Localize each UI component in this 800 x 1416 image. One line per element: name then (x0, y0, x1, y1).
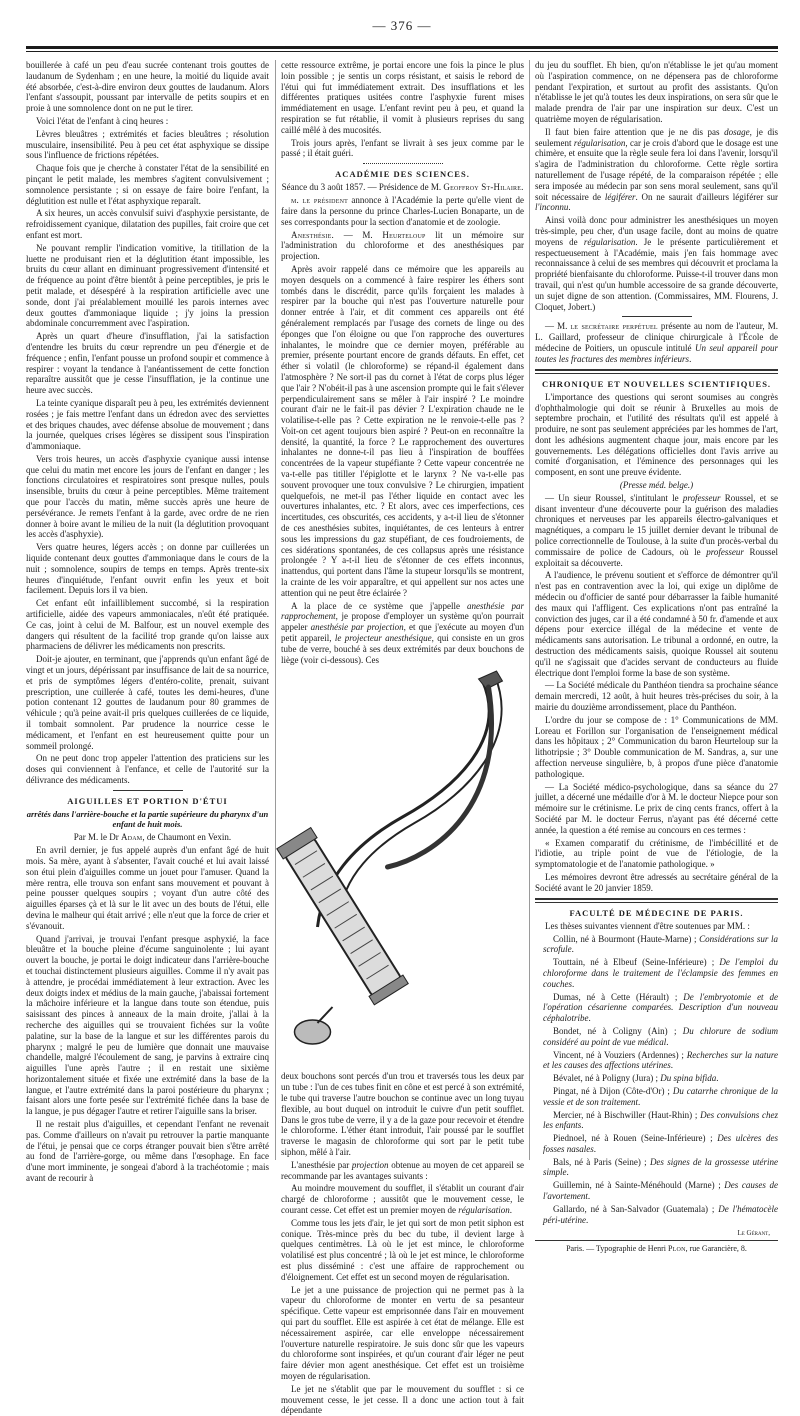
projector-flexible-tube (388, 687, 492, 867)
italic-text-run: régularisation (583, 236, 636, 247)
page-number: — 376 — (372, 18, 432, 33)
small-caps-text-run: m. le président (291, 195, 348, 206)
column-middle (281, 60, 524, 1416)
thesis-entry (535, 1050, 778, 1072)
text-run: . (572, 978, 575, 989)
text-run: — M. (545, 321, 571, 332)
thesis-entry (535, 957, 778, 989)
text-run: . (689, 353, 692, 364)
text-run: Vers trois heures, un accès d'asphyxie cyanique aussi intense que celui du matin met encore les jours de l'enfant en danger ; les fonctions circulatoires et respiratoires sont presque nulles, pouls insensible, bruits du cœur à peine perceptibles. Même traitement que pour l'accès du matin, même succès après une heure de persévérance. Je remets l'enfant à la garde, avec ordre de ne rien donner à boire avant le milieu de la nuit (la déglutition provoquant les accès d'asphyxie). (26, 453, 269, 540)
body-paragraph (535, 215, 778, 312)
body-paragraph (535, 782, 778, 836)
text-run: Pingat, né à Dijon (Côte-d'Or) ; (553, 1085, 673, 1096)
body-paragraph (281, 1218, 524, 1283)
text-run: cette ressource extrême, je portai encore une fois la pince le plus loin possible ; je sentis un corps résistant, et saisis le rebord de l'étui qui fut immédiatement extrait. Des insufflations et les différentes pratiques usitées contre l'asphyxie furent mises immédiatement en usage. L'enfant revint peu à peu, et quand la respiration se fut rétablie, il vomit à plusieurs reprises du sang caillé mêlé à des mucosités. (281, 60, 524, 135)
text-run: Voici l'état de l'enfant à cinq heures : (36, 115, 169, 126)
body-paragraph (281, 1285, 524, 1382)
small-caps-text-run: Heurteloup (382, 229, 426, 240)
body-paragraph (535, 127, 778, 213)
text-run: annonce à l'Académie la perte qu'elle vient de faire dans la personne du prince Charles-Lucien Bonaparte, un de ses correspondants pour la section d'anatomie et de zoologie. (281, 195, 524, 227)
text-run: Séance du 3 août 1857. — Présidence de M. (281, 182, 444, 193)
thesis-entry (535, 1086, 778, 1108)
text-run: L'anesthésie par (291, 1159, 352, 1170)
italic-text-run: Des ulcères des fosses nasales (543, 1133, 778, 1154)
text-run: Roussel, et se disant inventeur d'une découverte pour la guérison des maladies chroniques et nerveuses par les appareils électro-galvaniques et magnétiques, a comparu le 15 juillet dernier devant le tribunal de police correctionnelle de Toulouse, à la suite d'un procès-verbal du commissaire de police de Cadours, où le (535, 492, 778, 557)
thesis-entry (535, 1073, 778, 1084)
text-run: Comme tous les jets d'air, le jet qui sort de mon petit siphon est conique. Très-mince près du bec du tube, il devient large à quelques centimètres. Là où le jet est mince, le chloroforme volatilisé est plus concentré ; là où le jet est mince, le chloroforme est plus disséminé : c'est une affaire de rapprochement ou d'éloignement. Cet effet est un second moyen de régularisation. (281, 1217, 524, 1282)
text-run: , rue Garancière, 8. (685, 1243, 747, 1253)
text-run: Guillemin, né à Sainte-Ménéhould (Marne) ; (553, 1180, 725, 1191)
author-byline (26, 832, 269, 843)
column-right (535, 60, 779, 1253)
text-run: Doit-je ajouter, en terminant, que j'apprends qu'un enfant âgé de vingt et un jours, dépérissant par insuffisance de lait de sa nourrice, et pris de symptômes légers d'entéro-colite, prenait, suivant prescription, une cuillerée à café, toutes les demi-heures, d'une potion contenant 12 gouttes de laudanum pour 80 grammes de véhicule ; qu'à peine avait-il pris quelques cuillerées de ce liquide, il tombait somnolent. Par prudence la nourrice cesse le médicament, et l'enfant en est heureusement quitte pour un sommeil prolongé. (26, 654, 269, 751)
text-run: . (566, 1167, 569, 1178)
section-divider (535, 898, 778, 903)
text-run: . (571, 944, 574, 955)
body-paragraph (281, 264, 524, 599)
italic-text-run: Des causes de l'avortement (543, 1180, 778, 1202)
italic-text-run: Du spina bifida (660, 1073, 717, 1084)
small-caps-text-run: le secrétaire perpétuel (570, 321, 658, 332)
text-run: Vincent, né à Vouziers (Ardennes) ; (553, 1049, 687, 1060)
body-paragraph (26, 331, 269, 396)
thesis-entry (535, 1133, 778, 1155)
text-run: . On ne saurait d'ailleurs légiférer sur (635, 191, 778, 202)
text-run: — Un sieur Roussel, s'intitulant le (545, 492, 683, 503)
text-run: Gallardo, né à San-Salvador (Guatemala) ; (553, 1203, 719, 1214)
column-left (26, 60, 269, 1184)
small-caps-text-run: Adam (121, 832, 143, 843)
section-divider (363, 163, 443, 164)
italic-text-run: anesthésie par rapprochement (281, 600, 524, 622)
text-run: A l'audience, le prévenu soutient et s'efforce de démontrer qu'il n'est pas en contravention avec la loi, qui exige un diplôme de médecin ou d'officier de santé pour débarrasser la faible humanité des maux qui l'affligent. Ces explications n'ont pas entraîné la conviction des juges, car il a été condamné à 50 fr. d'amende et aux dépens pour exercice illégal de la médecine et vente de médicaments sans autorisation. Le tribunal a ordonné, en outre, la destruction des médicaments saisis, quoique Roussel ait soutenu qu'il ne s'agissait que d'acides servant de conducteurs au fluide électrique dont l'emploi forme la base de son système. (535, 570, 778, 678)
body-paragraph (535, 60, 778, 125)
body-paragraph (281, 1071, 524, 1157)
text-run: En avril dernier, je fus appelé auprès d'un enfant âgé de huit mois. Sa mère, ayant à s'absenter, l'avait couché et lui avait laissé son étui plein d'aiguilles comme un jouet pour l'amuser. Quand la mère rentra, elle trouva son enfant sans mouvement et pouvant à peine pousser quelques soupirs ; voyant d'un autre côté des aiguilles éparses çà et là sur le lit avec un des bouts de l'étui, elle devina le malheur qui était arrivé ; elle n'eut que la force de crier et s'évanouit. (26, 845, 269, 931)
section-subheading: arrêtés dans l'arrière-bouche et la partie supérieure du pharynx d'un enfant de huit mois. (26, 808, 269, 830)
text-run: , qui consiste en un gros tube de verre, bouché à ses deux extrémités par deux bouchons de liège (voir ci-dessous). Ces (281, 633, 524, 665)
body-paragraph (26, 598, 269, 652)
italic-text-run: Des convulsions chez les enfants (543, 1109, 779, 1131)
text-run: . (588, 1013, 591, 1024)
thesis-entry (535, 934, 778, 956)
body-paragraph (281, 601, 524, 666)
body-paragraph (26, 163, 269, 206)
text-run: Bévalet, né à Poligny (Jura) ; (553, 1073, 661, 1084)
text-run: bouillerée à café un peu d'eau sucrée contenant trois gouttes de laudanum de Sydenham ; en une heure, la moitié du liquide avait été absorbée, c'est-à-dire environ deux gouttes de laudanum. Alors l'enfant s'assoupit, poussant par intervalle de petits soupirs et en proie à une somnolence dont on ne put le tirer. (26, 60, 269, 114)
text-run: . (509, 1204, 513, 1215)
projector-glass-handle (277, 828, 408, 1005)
anesthesia-projector-illustration (281, 667, 524, 1067)
body-paragraph (26, 116, 269, 127)
text-run: . (637, 1096, 641, 1107)
text-run: lit un mémoire sur l'administration du chloroforme et des anesthésiques par projection. (281, 229, 524, 262)
text-run: Trois jours après, l'enfant se livrait à ses jeux comme par le passé ; il était guéri. (281, 137, 524, 159)
text-run: Touttain, né à Elbeuf (Seine-Inférieure) ; (553, 957, 720, 968)
body-paragraph (26, 934, 269, 1118)
text-run: — La Société médicale du Panthéon tiendra sa prochaine séance demain mercredi, 12 août, à huit heures très-précises du soir, à la mairie du douzième arrondissement, place du Panthéon. (535, 680, 778, 713)
body-paragraph (281, 230, 524, 262)
italic-text-run: professeur (682, 492, 721, 503)
body-paragraph (26, 398, 269, 452)
italic-text-run: Recherches sur la nature et les causes des affections utérines (543, 1049, 778, 1071)
text-run: Collin, né à Bourmont (Haute-Marne) ; (553, 933, 700, 944)
text-run: Après un quart d'heure d'insufflation, j'ai la satisfaction d'entendre les bruits du cœur reprendre un peu d'énergie et de fréquence ; enfin, l'enfant pousse un profond soupir et commence à respirer : voyant la tendance à l'anéantissement de cette fonction reparaître aussitôt que je cesse l'insufflation, je la continue une heure avec succès. (26, 331, 269, 396)
manager-signature: Le Gérant, (737, 1229, 770, 1238)
text-run: . (587, 1191, 591, 1202)
body-paragraph (281, 60, 524, 136)
section-heading: ACADÉMIE DES SCIENCES. (335, 169, 470, 180)
body-paragraph (535, 715, 778, 780)
italic-text-run: légiférer (604, 191, 636, 202)
body-paragraph (535, 838, 778, 870)
text-run: Chaque fois que je cherche à constater l'état de la sensibilité en pinçant le petit malade, les membres s'agitent convulsivement ; somnolence persistante ; si on essaye de faire boire l'enfant, la déglutition est nulle et l'état asphyxique reparaît. (26, 163, 269, 206)
body-paragraph (26, 753, 269, 785)
italic-text-run: Des signes de la grossesse utérine simple (543, 1156, 779, 1178)
text-run: . (716, 1073, 719, 1084)
printer-imprint (535, 1240, 778, 1254)
text-run: . (581, 1120, 584, 1131)
text-run: Mercier, né à Bischwiller (Haut-Rhin) ; (553, 1109, 701, 1120)
body-paragraph (26, 654, 269, 751)
body-paragraph (535, 921, 778, 932)
body-paragraph (281, 138, 524, 160)
text-run: du jeu du soufflet. Eh bien, qu'on n'établisse le jet qu'au moment où l'aspiration commence, on ne dépensera pas de chloroforme pendant l'expiration, et surtout au profit des assistants. Qu'on n'établisse le jet qu'à toutes les deux inspirations, on sera sûr que le malade prendra de l'air par une inspiration sur deux. C'est un quatrième moyen de régularisation. (535, 60, 778, 124)
body-paragraph (26, 208, 269, 240)
projector-bellows-bulb (295, 1020, 331, 1044)
italic-text-run: régularisation (458, 1204, 510, 1215)
text-run: . (670, 1060, 673, 1071)
text-run: , de Chaumont en Vexin. (142, 832, 232, 843)
section-heading: FACULTÉ DE MÉDECINE DE PARIS. (569, 907, 744, 918)
section-divider (622, 316, 692, 317)
text-run: . Je le présente particulièrement et respectueusement à l'Académie, mais j'en fais hommage avec reconnaissance à celui de ses membres qui découvrit et proclama la propriété bienfaisante du chloroforme. Puisse-t-il trouver dans mon travail, qui n'est qu'un humble accessoire de sa grande découverte, un sujet digne de son attention. (Commissaires, MM. Flourens, J. Cloquet, Jobert.) (535, 236, 778, 312)
italic-text-run: dosage (724, 126, 750, 137)
italic-text-run: professeur (706, 546, 744, 557)
section-heading: AIGUILLES ET PORTION D'ÉTUI (67, 795, 228, 806)
text-run: Lèvres bleuâtres ; extrémités et facies bleuâtres ; résolution musculaire, insensibilité. Peu à peu cet état asphyxique se dissipe sous l'influence de frictions répétées. (26, 128, 269, 161)
text-run: L'importance des questions qui seront soumises au congrès d'ophthalmologie qui doit se réunir à Bruxelles au mois de septembre prochain, et l'utilité des résultats qu'il est appelé à produire, ne sont pas seulement appréciées par les hommes de l'art, dont les adhésions augmentent chaque jour, mais encore par les gouvernements. Les délégations officielles dont l'avis arrive au comité d'organisation, et l'éminence des personnages qui les composent, en sont une preuve évidente. (535, 391, 778, 478)
text-run: Cet enfant eût infailliblement succombé, si la respiration artificielle, aidée des vapeurs ammoniacales, n'eût été pratiquée. Ce cas, joint à celui de M. Balfour, est un nouvel exemple des dangers qui résultent de la facilité trop grande qu'on laisse aux pharmaciens de délivrer les médicaments non prescrits. (26, 598, 269, 652)
italic-text-run: régularisation (573, 137, 626, 148)
body-paragraph (281, 182, 524, 193)
text-run: — M. (333, 229, 383, 240)
text-run: L'ordre du jour se compose de : 1° Communications de MM. Loreau et Forillon sur l'organisation de l'enseignement médical dans les hôpitaux ; 2° Communication du baron Heurteloup sur la lithotripsie ; 3° Double communication de M. Sandras, a, sur une affection nerveuse singulière, b, à propos d'une pièce d'anatomie pathologique. (535, 714, 778, 779)
text-run: Il ne restait plus d'aiguilles, et cependant l'enfant ne revenait pas. Comme d'ailleurs on n'avait pu retrouver la partie manquante de l'étui, je pensai que ce corps étranger pouvait bien s'être arrêté au fond de l'arrière-gorge, ou même dans l'œsophage. En face d'une mort imminente, je songeai d'abord à la trachéotomie ; mais avant de recourir à (26, 1119, 269, 1184)
header-double-rule (26, 46, 778, 52)
thesis-entry (535, 1157, 778, 1179)
column-separator (529, 60, 530, 1160)
text-run: « Examen comparatif du crétinisme, de l'imbécillité et de l'idiotie, au triple point de vue de l'étiologie, de la symptomatologie et de l'anatomie pathologique. » (535, 837, 778, 870)
text-run: Vers quatre heures, légers accès ; on donne par cuillerées un liquide contenant deux gouttes d'ammoniaque dans le cours de la nuit ; somnolence, soupirs de temps en temps. Après trente-six heures d'inquiétude, l'enfant ouvrit enfin les yeux et boit facilement. Depuis lors il va bien. (26, 542, 269, 596)
text-run: , car je crois d'abord que le dosage est une chimère, et ensuite que la règle seule fera loi dans l'avenir, lorsqu'il s'agira de l'administration du chloroforme. Cette règle sortira naturellement de l'usage répété, de la comparaison répétée ; elle sera imposée au médecin par son sens moral seulement, sans qu'il soit nécessaire de (535, 137, 778, 202)
thesis-entry (535, 1110, 778, 1132)
text-run: . (521, 182, 524, 193)
italic-text-run: (Presse méd. belge.) (619, 480, 694, 491)
page-header (26, 0, 778, 54)
text-run: Le jet a une puissance de projection qui ne permet pas à la vapeur du chloroforme de monter en vertu de sa pesanteur spécifique. Cette vapeur est emprisonnée dans l'air en mouvement qui part du soufflet. Elle est aspirée à cet état de mélange. Elle est nécessairement aspirée, car elle enveloppe nécessairement l'ouverture naturelle respiratoire. Je suis donc sûr que les vapeurs du chloroforme sont inspirées, et qu'un courant d'air léger ne peut faire dévier mon agent anesthésique. Cet effet est un troisième moyen de régularisation. (281, 1284, 524, 1381)
italic-text-run: l'inconnu (535, 202, 569, 213)
thesis-entry (535, 1180, 778, 1202)
text-run: Le jet ne s'établit que par le mouvement du soufflet : si ce mouvement cesse, le jet cesse. Il a donc une action tout à fait dépendante (281, 1383, 524, 1416)
text-run: Au moindre mouvement du soufflet, il s'établit un courant d'air chargé de chloroforme ; aussitôt que le mouvement cesse, le courant cesse. Cet effet est un premier moyen de (281, 1183, 524, 1215)
text-run: Les thèses suivantes viennent d'être soutenues par MM. : (545, 920, 750, 931)
text-run: . (666, 1036, 669, 1047)
text-run: Roussel exploitait sa découverte. (535, 546, 778, 568)
text-run: Les mémoires devront être adressés au secrétaire général de la Société avant le 20 janvier 1859. (535, 871, 778, 893)
text-run: . (586, 1214, 589, 1225)
body-paragraph (535, 480, 778, 491)
text-run: Bals, né à Paris (Seine) ; (553, 1156, 650, 1167)
text-run: . (568, 202, 571, 213)
body-paragraph (26, 60, 269, 114)
text-run: Après avoir rappelé dans ce mémoire que les appareils au moyen desquels on a commencé à faire respirer les éthers sont tombés dans le discrédit, parce qu'ils forçaient les malades à respirer par la bouche qui n'est pas l'ouverture naturelle pour donner entrée à l'air, et dit comment ces appareils ont été généralement remplacés par l'usage des cornets de linge ou des éponges que l'on éloigne ou que l'on rapproche des ouvertures inhalantes, le moindre que ce dernier moyen, préférable au premier, présente pourtant encore de grands défauts. En effet, cet éther si volatil (le chloroforme) se répand-il également dans l'atmosphère ? Ne sort-il pas du cornet à l'état de corps plus léger que l'air ? N'obéit-il pas à une ascension prompte qui le fait s'élever perpendiculairement sans se mêler à l'air inspiré ? Le moindre courant d'air ne le fait-il pas dévier ? L'expiration chaude ne le volatilise-t-elle pas ? Cette expiration ne le renvoie-t-elle pas ? Voit-on cet agent toujours bien aspiré ? Peut-on en reconnaître la densité, la quantité, la force ? Le rapprochement des ouvertures inhalantes ne donne-t-il pas lieu à l'inspiration de bouffées concentrées de la vapeur stupéfiante ? Cette vapeur concentrée ne va-t-elle pas titiller l'épiglotte et le larynx ? Ne va-t-elle pas souvent provoquer une toux convulsive ? Le chirurgien, impatient quelquefois, ne met-il pas l'éther liquide en contact avec les ouvertures inhalantes, etc. ? Et alors, avec ces imperfections, ces incertitudes, ces obscurités, ces accidents, y a-t-il lieu de s'étonner de ces anesthésies subites, inquiétantes, de ces lenteurs à entrer sous les impressions du gaz stupéfiant, de ces foudroiements, de ces sidérations spontanées, de ces collapsus après une résistance prolongée ? Y a-t-il lieu de s'étonner de ces effets inconnus, inattendus, qui portent dans l'âme la stupeur lorsqu'ils se montrent, la crainte de les voir apparaître, et qui appellent sur nos actes une attention qui ne peut être éclairée ? (281, 263, 524, 598)
body-paragraph (26, 845, 269, 931)
body-paragraph (281, 1183, 524, 1215)
body-paragraph (535, 392, 778, 478)
italic-text-run: Du catarrhe chronique de la vessie et de son traitement (543, 1085, 778, 1107)
body-paragraph (535, 321, 778, 364)
body-paragraph (281, 195, 524, 227)
italic-text-run: Du chlorure de sodium considéré au point de vue médical (543, 1025, 778, 1047)
text-run: présente au nom de l'auteur, M. L. Gaillard, professeur de clinique chirurgicale à l'École de médecine de Poitiers, un opuscule intitulé (535, 321, 778, 353)
text-run: On ne peut donc trop appeler l'attention des praticiens sur les doses qui conviennent à l'enfance, et celle de l'autorité sur la délivrance des médicaments. (26, 753, 269, 785)
body-paragraph (26, 243, 269, 329)
body-paragraph (281, 1384, 524, 1416)
body-paragraph (535, 570, 778, 678)
italic-text-run: De l'emploi du chloroforme dans le traitement de l'éclampsie des femmes en couches (543, 957, 778, 989)
thesis-entry (535, 1026, 778, 1048)
small-caps-text-run: Plon (668, 1243, 686, 1253)
body-paragraph (535, 680, 778, 712)
thesis-entry (535, 1204, 778, 1226)
text-run: deux bouchons sont percés d'un trou et traversés tous les deux par un tube : l'un de ces tubes finit en cône et est percé à son extrémité, le tube qui traverse l'autre bouchon se continue avec un long tuyau flexible, au bout duquel on introduit le cuivre d'un petit soufflet. Dans le gros tube de verre, il y a de la gaze pour recevoir et étendre le chloroforme. L'éther étant introduit, l'air poussé par le soufflet traverse le magasin de chloroforme qui sort par le petit tube siphon, mêlé à l'air. (281, 1071, 524, 1157)
italic-text-run: anesthésie par projection (310, 622, 404, 633)
body-paragraph (26, 1119, 269, 1184)
body-paragraph (26, 129, 269, 161)
italic-text-run: le projecteur anesthésique (334, 633, 432, 644)
text-run: Par M. le Dr (73, 832, 122, 843)
small-caps-text-run: Geoffroy St-Hilaire (443, 182, 522, 193)
italic-text-run: Considérations sur la scrofule (543, 933, 778, 955)
text-run: Ainsi voilà donc pour administrer les anesthésiques un moyen très-simple, peu cher, d'un usage facile, dont au moins de quatre moyens de (535, 215, 778, 247)
text-run: obtenue au moyen de cet appareil se recommande par les avantages suivants : (281, 1159, 524, 1181)
text-run: , je dis seulement (535, 126, 778, 148)
text-run: Ne pouvant remplir l'indication vomitive, la titillation de la luette ne produisant rien et la déglutition étant impossible, les bruits du cœur allant en diminuant progressivement d'intensité et de fréquence au point d'être bientôt à peine perceptibles, je pris le petit malade, et désespéré à la respiration artificielle avec une sonde, dont j'ai préalablement mouillé les parois internes avec deux gouttes d'ammoniaque liquide ; j'y joins la pression abdominale concurremment avec l'aspiration. (26, 242, 269, 329)
text-run: Quand j'arrivai, je trouvai l'enfant presque asphyxié, la face bleuâtre et la bouche pleine d'écume sanguinolente ; lui ayant ouvert la bouche, je portai le doigt indicateur dans l'arrière-bouche et touchai distinctement plusieurs aiguilles. Comme il n'y avait pas à attendre, je procédai immédiatement à leur extraction. Avec les deux doigts index et médius de la main gauche, j'abaissai fortement la mâchoire inférieure et la langue dans toute son étendue, puis saisissant des pinces à anneaux de la main droite, j'allai à la recherche des aiguilles qui se trouvaient fichées sur la voûte palatine, sur la base de la langue et sur les différentes parois du pharynx ; malgré le peu de lumière que donnait une mauvaise chandelle, malgré l'écoulement de sang, je parvins à extraire cinq aiguilles l'une après l'autre ; il en restait une sixième horizontalement située et fixée une extrémité dans la base de la langue, et l'autre extrémité dans la paroi postérieure du pharynx ; faisant alors une forte pesée sur l'extrémité fichée dans la base de la langue, je pus dégager l'autre et retirer l'aiguille sans la briser. (26, 933, 269, 1117)
italic-text-run: De l'hématocèle péri-utérine (543, 1203, 778, 1225)
body-paragraph (535, 872, 778, 894)
italic-text-run: Un seul appareil pour toutes les fractures des membres inférieurs (535, 342, 779, 364)
text-run: Paris. — Typographie de Henri (566, 1243, 669, 1253)
small-caps-text-run: Anesthésie. (291, 229, 334, 240)
thesis-entry (535, 992, 778, 1024)
column-separator (275, 60, 276, 1160)
projector-bulb-neck (318, 1007, 333, 1023)
body-paragraph (535, 493, 778, 569)
body-paragraph (281, 1160, 524, 1182)
text-run: . (593, 1143, 597, 1154)
text-run: Il faut bien faire attention que je ne dis pas (545, 126, 725, 137)
text-run: , et que j'exécute au moyen d'un petit appareil, (281, 622, 524, 644)
section-heading: CHRONIQUE ET NOUVELLES SCIENTIFIQUES. (541, 378, 772, 389)
text-run: Dumas, né à Cette (Hérault) ; (553, 991, 684, 1002)
text-run: — La Société médico-psychologique, dans sa séance du 27 juillet, a décerné une médaille d'or à M. le docteur Niepce pour son mémoire sur le crétinisme. Le prix de cinq cents francs, offert à la Société par M. le docteur Ferrus, n'ayant pas été décerné cette année, la question a été remise au concours en ces termes : (535, 781, 778, 835)
section-divider (535, 369, 778, 374)
text-run: Piednoel, né à Rouen (Seine-Inférieure) ; (553, 1133, 718, 1144)
section-divider (113, 790, 183, 791)
text-run: , je propose d'employer un système qu'on pourrait appeler (281, 611, 524, 633)
text-run: La teinte cyanique disparaît peu à peu, les extrémités deviennent rosées ; je fais mettre l'enfant dans un édredon avec des serviettes et des briques chaudes, avec défense absolue de mouvement ; dans la journée, quelques crises légères se dissipent sous l'inspiration d'ammoniaque. (26, 397, 269, 452)
text-run: Bondet, né à Coligny (Ain) ; (553, 1025, 683, 1036)
figure (281, 667, 524, 1067)
body-paragraph (26, 454, 269, 540)
text-run: A six heures, un accès convulsif suivi d'asphyxie persistante, de refroidissement cyanique, dilatation des pupilles, fait croire que cet enfant est mort. (26, 208, 269, 240)
italic-text-run: De l'embryotomie et de l'opération césarienne comparées. Description d'un nouveau céphalotribe (543, 991, 778, 1024)
body-paragraph (26, 542, 269, 596)
text-run: A la place de ce système que j'appelle (291, 600, 467, 611)
italic-text-run: projection (351, 1159, 389, 1170)
